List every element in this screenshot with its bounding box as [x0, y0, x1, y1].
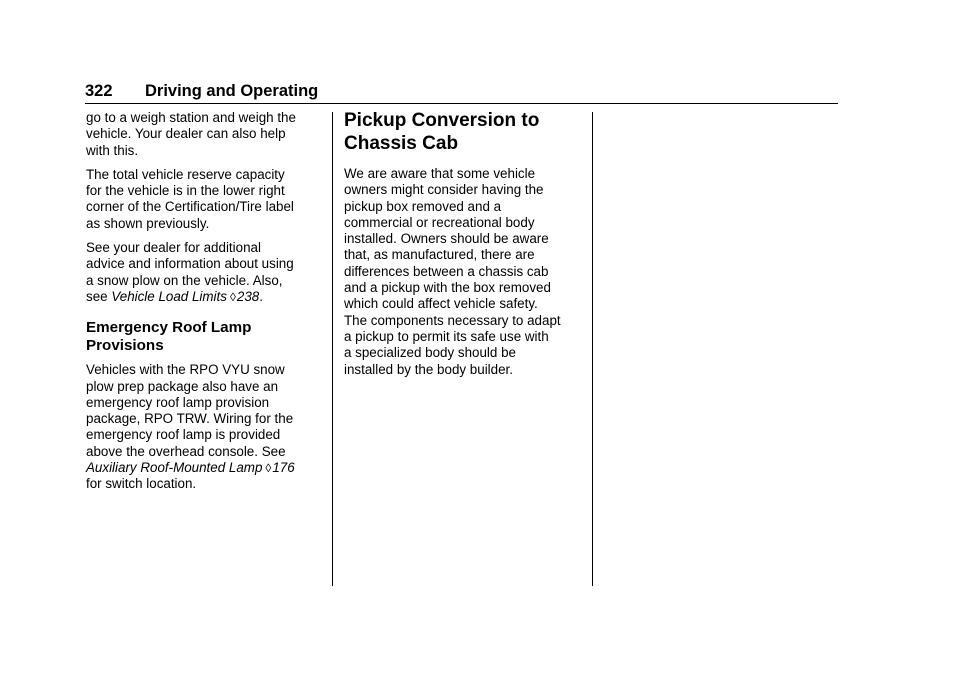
text-line: pickup box removed and a [344, 198, 502, 214]
text-line: above the overhead console. See [86, 443, 286, 459]
text-line: which could affect vehicle safety. [344, 296, 538, 312]
text-line: installed by the body builder. [344, 361, 513, 377]
xref-vehicle-load-limits[interactable]: Vehicle Load Limits [111, 288, 227, 304]
header-rule [85, 103, 838, 104]
heading-line: Provisions [86, 336, 164, 354]
text-line: vehicle. Your dealer can also help [86, 126, 286, 142]
column-divider-right [592, 112, 593, 586]
text-line [86, 460, 324, 476]
xref-auxiliary-roof-lamp[interactable]: Auxiliary Roof-Mounted Lamp [86, 460, 263, 476]
heading-line: Pickup Conversion to [344, 110, 540, 131]
heading-line: Chassis Cab [344, 132, 459, 154]
section-title: Driving and Operating [145, 82, 319, 100]
text-line: plow prep package also have an [86, 378, 279, 394]
paragraph-dealer-advice [86, 240, 324, 305]
page-ref-icon: ◊ [265, 461, 272, 476]
paragraph-pickup-conversion [344, 166, 584, 378]
page-number: 322 [85, 82, 113, 100]
column-divider-left [332, 112, 333, 586]
text-line: go to a weigh station and weigh the [86, 110, 296, 125]
text-line: a specialized body should be [344, 345, 516, 361]
text-line: a pickup to permit its safe use with [344, 328, 549, 344]
text-line: and a pickup with the box removed [344, 280, 551, 296]
heading-emergency-roof-lamp [86, 319, 324, 354]
text-line: corner of the Certification/Tire label [86, 199, 294, 215]
paragraph-roof-lamp [86, 362, 324, 492]
text-line: as shown previously. [86, 215, 210, 231]
left-column [86, 110, 324, 501]
text-line: emergency roof lamp provision [86, 394, 270, 410]
text-line: advice and information about using [86, 256, 294, 272]
text-line: owners might consider having the [344, 182, 544, 198]
text-line: with this. [86, 142, 139, 158]
text-line: We are aware that some vehicle [344, 166, 536, 181]
text-line: installed. Owners should be aware [344, 231, 549, 247]
text-line: emergency roof lamp is provided [86, 427, 281, 443]
text-line: package, RPO TRW. Wiring for the [86, 411, 294, 427]
text-line: that, as manufactured, there are [344, 247, 535, 263]
text-line [86, 289, 324, 305]
text-line: for switch location. [86, 476, 197, 492]
heading-line: Emergency Roof Lamp [86, 319, 252, 337]
period: . [259, 288, 263, 304]
text-line: commercial or recreational body [344, 214, 535, 230]
xref-page-176[interactable]: 176 [272, 460, 295, 476]
middle-column [344, 110, 584, 386]
text-line: a snow plow on the vehicle. Also, [86, 272, 283, 288]
see-text: see [86, 288, 112, 304]
paragraph-weigh-station [86, 110, 324, 159]
xref-page-238[interactable]: 238 [236, 288, 260, 304]
page-header [85, 82, 838, 104]
paragraph-reserve-capacity [86, 167, 324, 232]
text-line: The total vehicle reserve capacity [86, 166, 285, 182]
page-ref-icon: ◊ [229, 289, 236, 304]
text-line: Vehicles with the RPO VYU snow [86, 362, 285, 378]
text-line: The components necessary to adapt [344, 312, 561, 328]
text-line: differences between a chassis cab [344, 263, 549, 279]
text-line: for the vehicle is in the lower right [86, 183, 285, 199]
text-line: See your dealer for additional [86, 240, 261, 256]
heading-pickup-conversion [344, 110, 584, 155]
